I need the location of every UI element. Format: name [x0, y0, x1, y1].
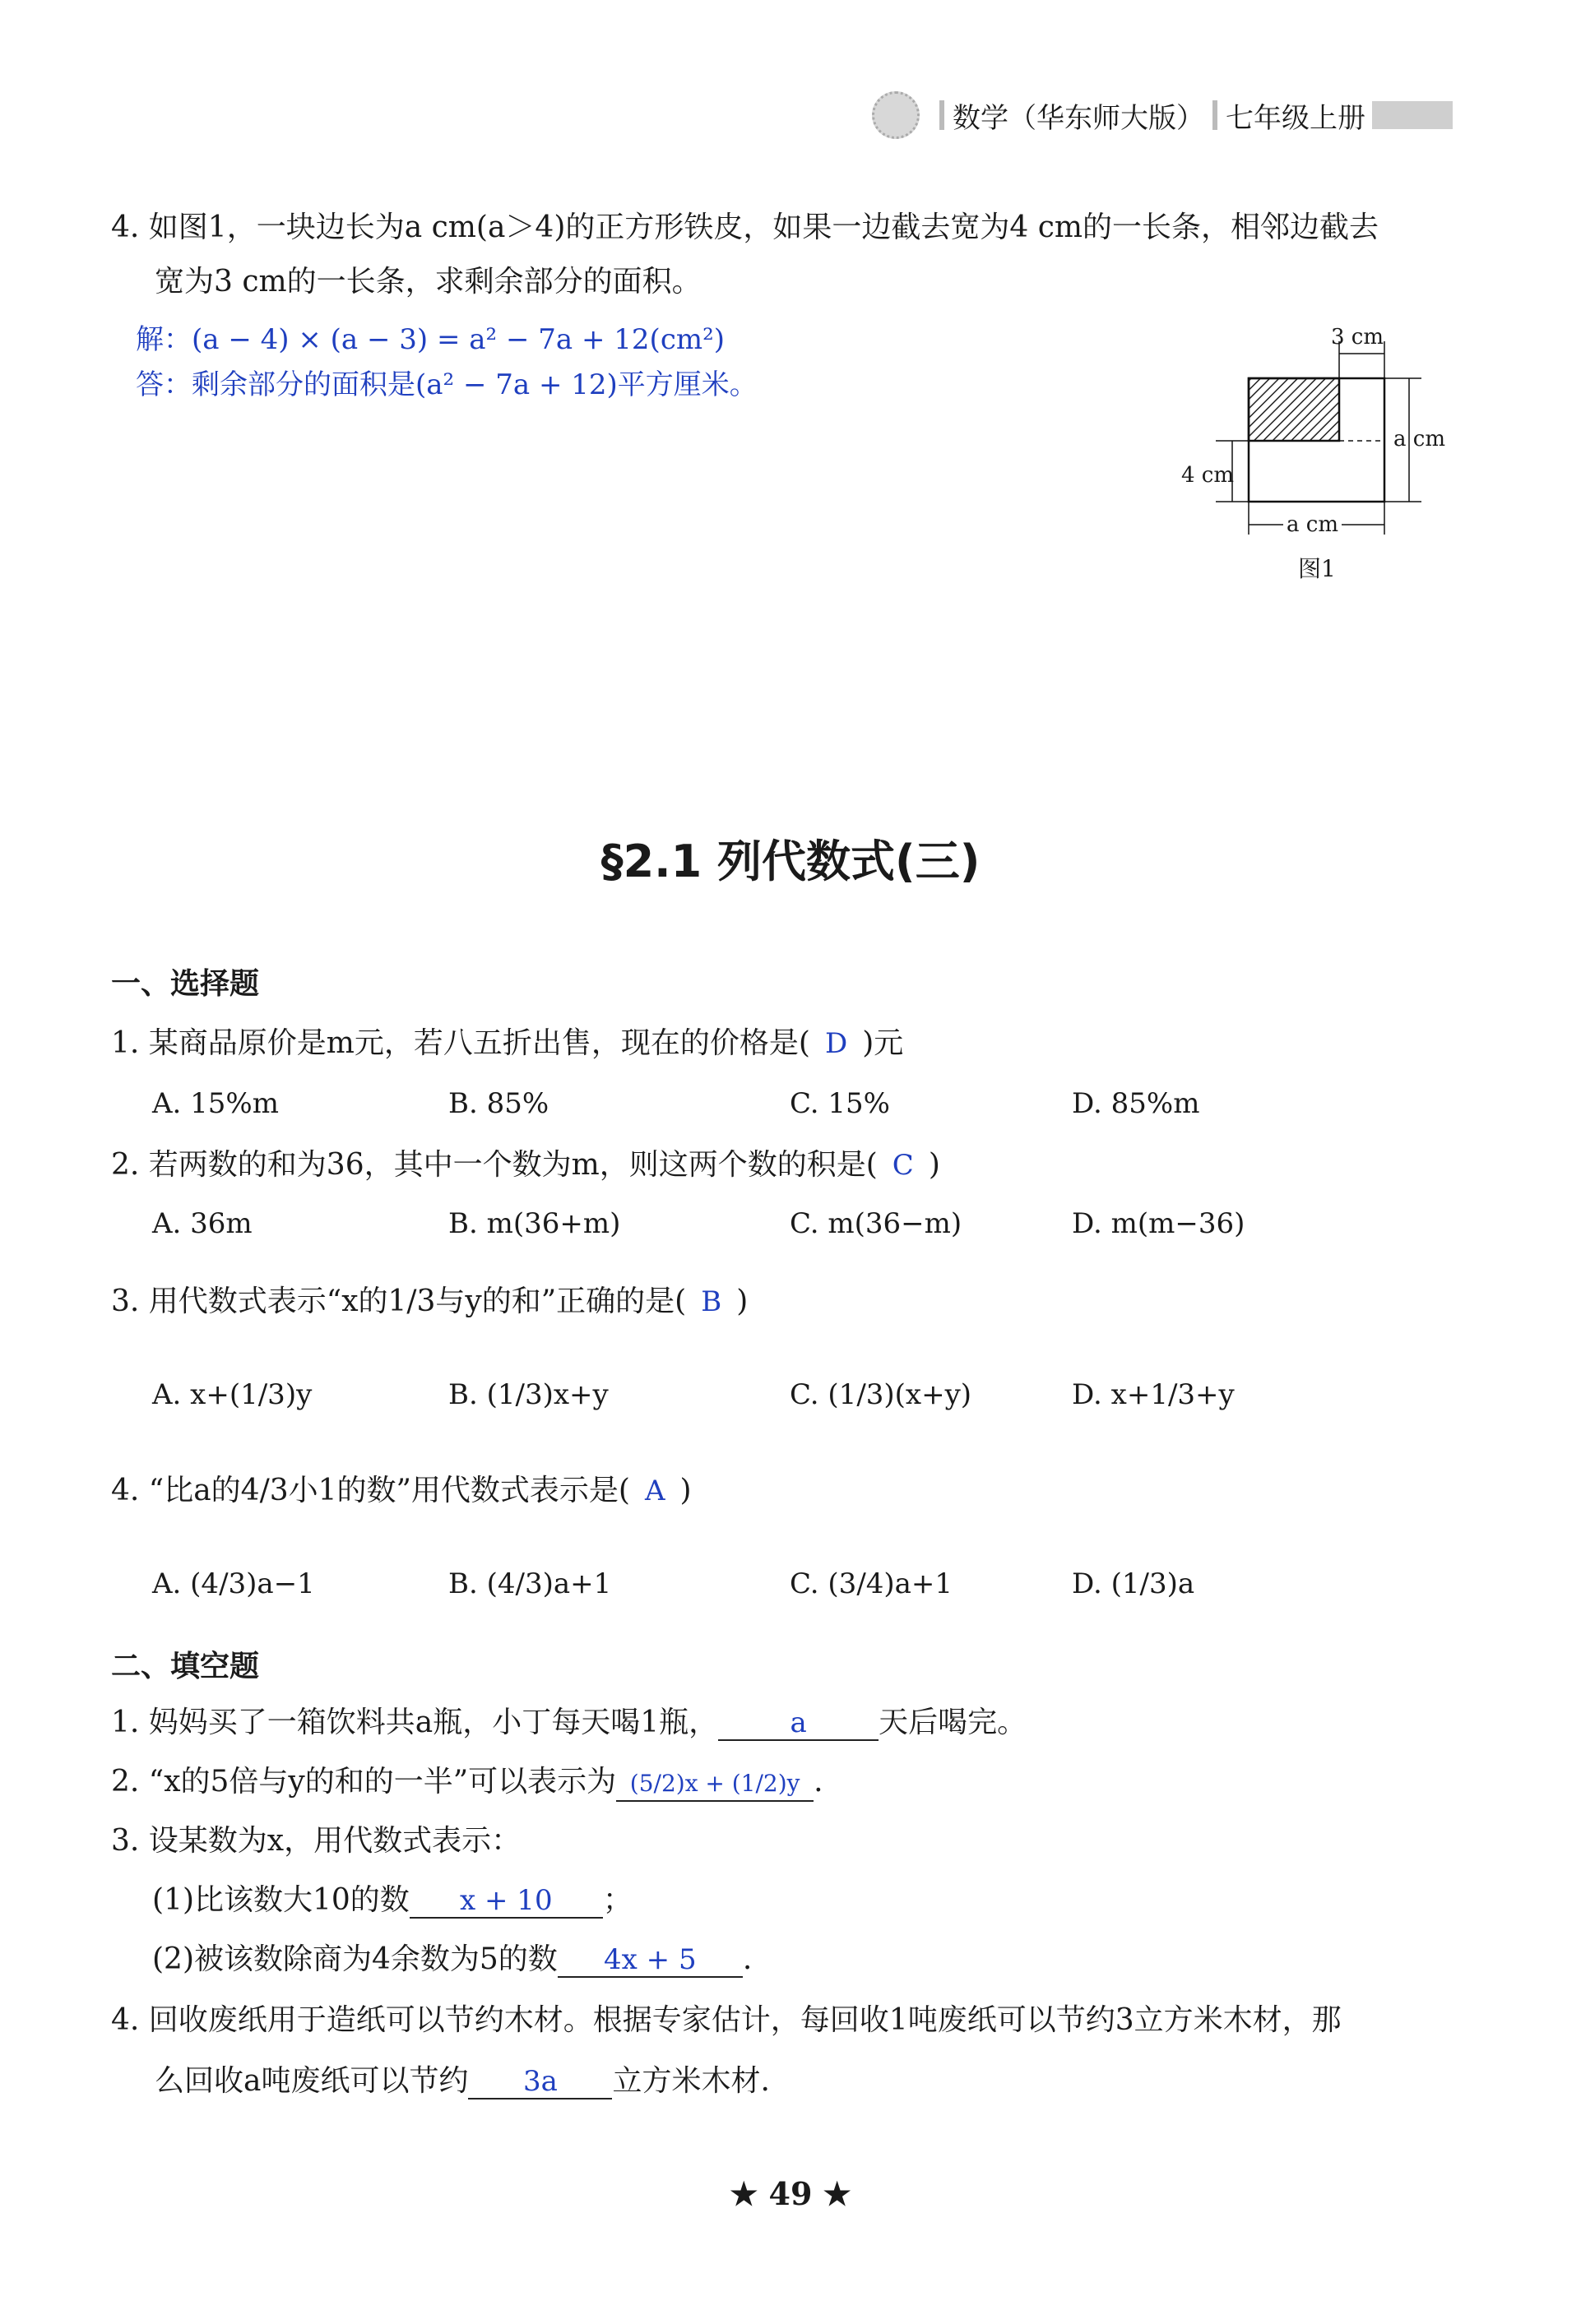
fill-q3-2: (2)被该数除商为4余数为5的数 4x + 5 . — [152, 1942, 753, 1976]
fill-q1-answer: a — [718, 1706, 879, 1741]
mc-q4-option: B. (4/3)a+1 — [448, 1567, 612, 1600]
fill-q3-2-answer: 4x + 5 — [558, 1943, 743, 1978]
remaining-area — [1249, 378, 1339, 441]
label-a-cm-bottom: a cm — [1283, 512, 1342, 537]
mc-q3: 3. 用代数式表示“x的1/3与y的和”正确的是( B ) — [111, 1285, 749, 1318]
mc-q1-option: A. 15%m — [152, 1087, 279, 1120]
header-subject: 数学（华东师大版） — [953, 101, 1204, 135]
mc-q2-option: D. m(m−36) — [1072, 1207, 1245, 1240]
fill-q3-1: (1)比该数大10的数 x + 10 ； — [152, 1883, 633, 1917]
fill-q3-1-answer: x + 10 — [410, 1884, 603, 1919]
mc-q2-option: A. 36m — [152, 1207, 253, 1240]
mc-q1-option: D. 85%m — [1072, 1087, 1200, 1120]
mc-q1-option: B. 85% — [448, 1087, 549, 1120]
mc-q2: 2. 若两数的和为36，其中一个数为m，则这两个数的积是( C ) — [111, 1148, 940, 1182]
page-number: ★ 49 ★ — [730, 2175, 851, 2212]
figure-1-diagram — [1183, 325, 1446, 588]
label-a-cm-right: a cm — [1393, 427, 1445, 451]
mc-q2-answer: C — [892, 1149, 914, 1182]
figure-caption: 图1 — [1298, 555, 1336, 582]
mc-q3-option: A. x+(1/3)y — [152, 1378, 313, 1411]
mc-q2-option: C. m(36−m) — [790, 1207, 962, 1240]
mc-q1-option: C. 15% — [790, 1087, 890, 1120]
q4-line2: 宽为3 cm的一长条，求剩余部分的面积。 — [155, 265, 702, 299]
part1-heading: 一、选择题 — [111, 967, 260, 1001]
q4-line1: 4. 如图1，一块边长为a cm(a＞4)的正方形铁皮，如果一边截去宽为4 cm的一长条，相邻边截去 — [111, 211, 1379, 244]
fill-q2-answer: (5/2)x + (1/2)y — [616, 1767, 814, 1802]
part2-heading: 二、填空题 — [111, 1650, 260, 1683]
mc-q1-answer: D — [824, 1027, 848, 1060]
q4-answer: 答：剩余部分的面积是(a² − 7a + 12)平方厘米。 — [136, 368, 758, 401]
label-4cm: 4 cm — [1181, 463, 1235, 488]
section-title: §2.1 列代数式(三) — [600, 836, 981, 887]
mc-q4-option: A. (4/3)a−1 — [152, 1567, 315, 1600]
mc-q3-answer: B — [701, 1285, 722, 1318]
mc-q1: 1. 某商品原价是m元，若八五折出售，现在的价格是( D )元 — [111, 1026, 904, 1060]
mc-q3-option: D. x+1/3+y — [1072, 1378, 1235, 1411]
figure-1 — [1183, 325, 1446, 591]
page-header — [872, 90, 1453, 140]
sun-logo-icon — [872, 91, 920, 139]
mc-q4-option: C. (3/4)a+1 — [790, 1567, 953, 1600]
mc-q4-answer: A — [644, 1474, 665, 1507]
label-3cm: 3 cm — [1331, 325, 1384, 350]
divider — [1212, 100, 1217, 130]
mc-q4-option: D. (1/3)a — [1072, 1567, 1195, 1600]
fill-q3: 3. 设某数为x，用代数式表示： — [111, 1824, 522, 1858]
fill-q2: 2. “x的5倍与y的和的一半”可以表示为 (5/2)x + (1/2)y . — [111, 1760, 823, 1804]
q4-solution: 解：(a − 4) × (a − 3) = a² − 7a + 12(cm²) — [136, 323, 725, 356]
fill-q4-line1: 4. 回收废纸用于造纸可以节约木材。根据专家估计，每回收1吨废纸可以节约3立方米木材，那 — [111, 2003, 1342, 2037]
header-grade: 七年级上册 — [1226, 101, 1365, 135]
fill-q4-answer: 3a — [468, 2065, 612, 2099]
header-tab — [1372, 101, 1453, 129]
divider — [939, 100, 944, 130]
mc-q3-option: C. (1/3)(x+y) — [790, 1378, 972, 1411]
fill-q4-line2: 么回收a吨废纸可以节约 3a 立方米木材. — [155, 2064, 770, 2098]
mc-q3-option: B. (1/3)x+y — [448, 1378, 609, 1411]
fill-q1: 1. 妈妈买了一箱饮料共a瓶，小丁每天喝1瓶， a 天后喝完。 — [111, 1706, 1027, 1739]
mc-q4: 4. “比a的4/3小1的数”用代数式表示是( A ) — [111, 1474, 692, 1507]
mc-q2-option: B. m(36+m) — [448, 1207, 621, 1240]
